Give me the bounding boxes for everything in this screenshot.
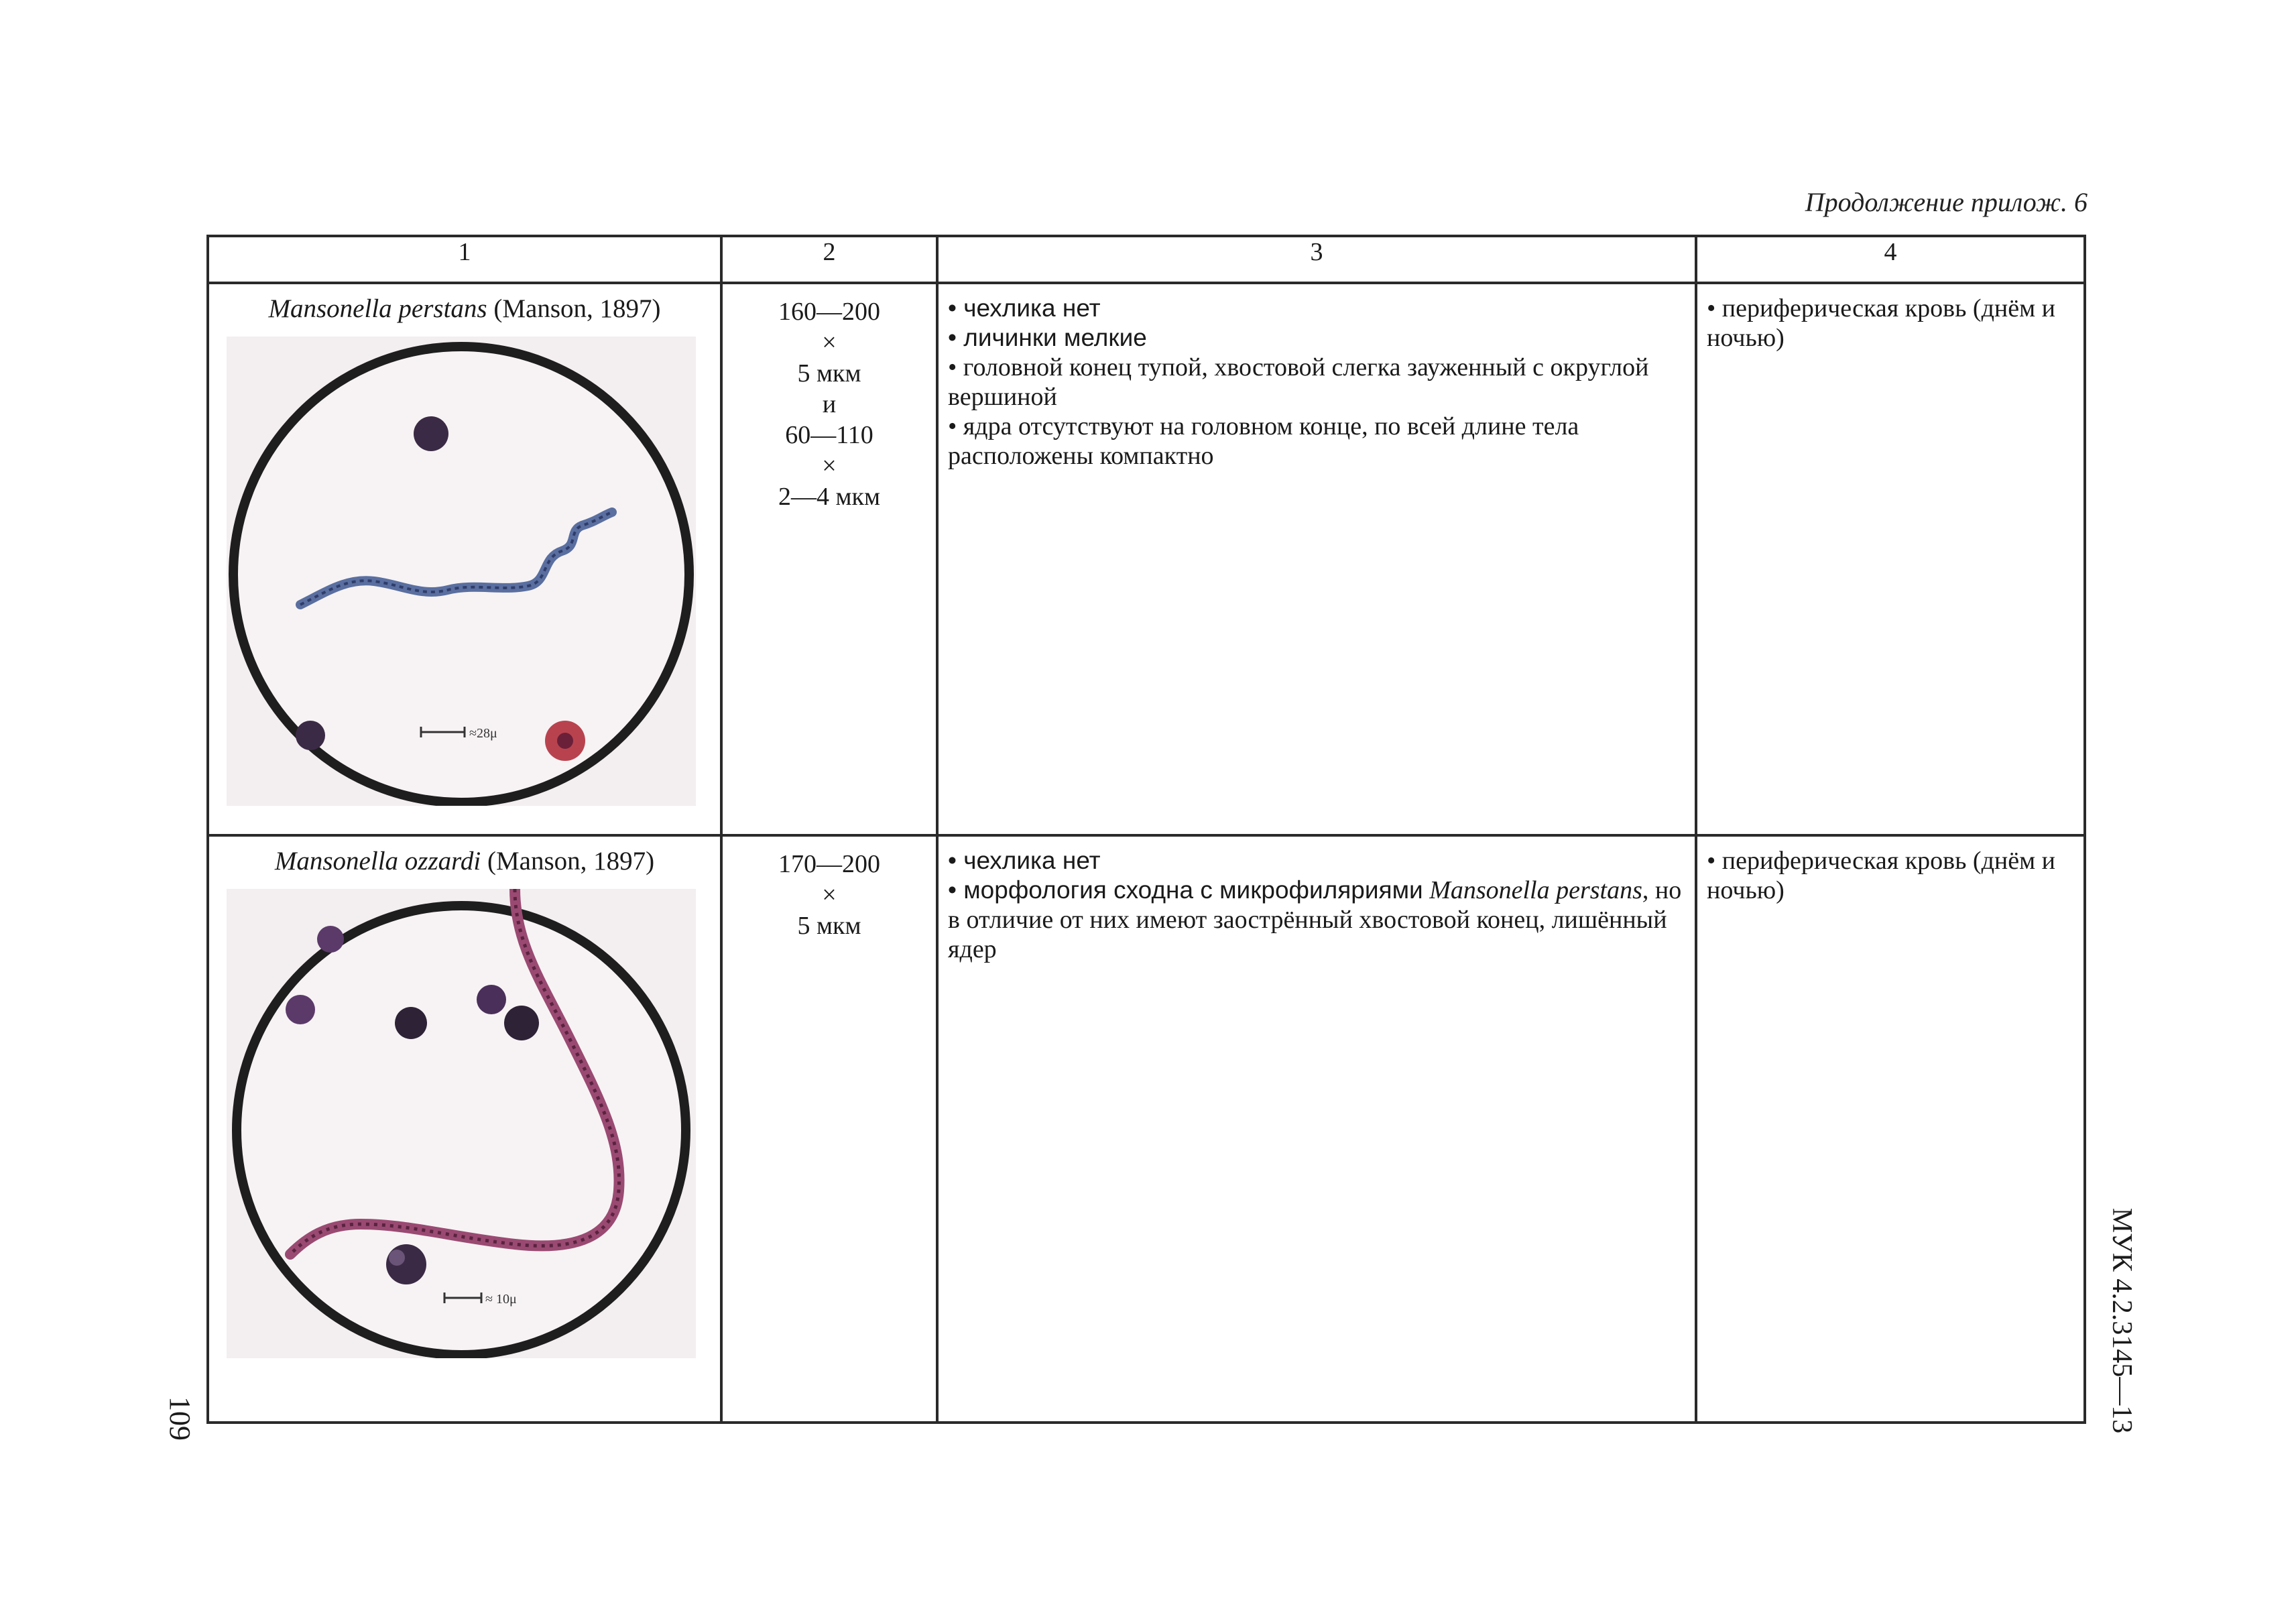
species-cell [208, 283, 721, 835]
table-row [208, 283, 2085, 835]
localization-text [1697, 284, 2083, 353]
column-number-4: 4 [1696, 236, 2085, 283]
size-line: × [822, 452, 837, 480]
description-item: • личинки мелкие [948, 324, 1147, 351]
size-line: и [822, 390, 837, 418]
species-latin-name: Mansonella perstans [268, 294, 487, 323]
document-code: МУК 4.2.3145—13 [2106, 1207, 2137, 1434]
size-line: 170—200 [778, 850, 880, 878]
column-number-2: 2 [721, 236, 937, 283]
description-species-ref: Mansonella perstans [1429, 876, 1642, 904]
size-values [723, 284, 936, 512]
size-line: 160—200 [778, 298, 880, 326]
size-line: × [822, 881, 837, 909]
species-cell [208, 835, 721, 1423]
size-line: × [822, 328, 837, 357]
species-table [206, 235, 2086, 1424]
size-line: 5 мкм [797, 359, 861, 387]
species-name [209, 837, 720, 877]
size-line: 5 мкм [797, 912, 861, 940]
species-author: (Manson, 1897) [493, 294, 661, 323]
localization-cell [1696, 283, 2085, 835]
description-text: • морфология сходна с микрофиляриями [948, 876, 1423, 904]
description-text: , но в отличие от них имеют заострённый хвостовой конец, лишённый ядер [948, 876, 1682, 963]
column-number-row [208, 236, 2085, 283]
micrograph-perstans [227, 337, 696, 806]
micrograph-image [227, 889, 696, 1358]
localization-text [1697, 837, 2083, 905]
scale-label: ≈ 10μ [485, 1292, 517, 1307]
localization-item: • периферическая кровь (днём и ночью) [1707, 294, 2055, 352]
species-name [209, 284, 720, 324]
column-number-3: 3 [937, 236, 1696, 283]
species-latin-name: Mansonella ozzardi [274, 847, 481, 876]
description-item: • чехлика нет [948, 847, 1101, 874]
localization-item: • периферическая кровь (днём и ночью) [1707, 847, 2055, 904]
scale-label: ≈28μ [469, 726, 497, 741]
size-values [723, 837, 936, 941]
size-cell [721, 835, 937, 1423]
micrograph-ozzardi [227, 889, 696, 1358]
description-item [948, 876, 1688, 964]
species-author: (Manson, 1897) [487, 847, 655, 876]
description-item: • головной конец тупой, хвостовой слегка зауженный с округлой вершиной [948, 353, 1649, 411]
size-line: 60—110 [785, 421, 873, 449]
table-row [208, 835, 2085, 1423]
column-number-1: 1 [208, 236, 721, 283]
description-cell [937, 283, 1696, 835]
continuation-caption: Продолжение прилож. 6 [1805, 187, 2088, 217]
page-number: 109 [164, 1396, 196, 1441]
description-item: • чехлика нет [948, 294, 1101, 322]
micrograph-image [227, 337, 696, 806]
localization-cell [1696, 835, 2085, 1423]
description-cell [937, 835, 1696, 1423]
size-line: 2—4 мкм [778, 483, 881, 511]
size-cell [721, 283, 937, 835]
description-list [939, 837, 1695, 964]
description-item: • ядра отсутствуют на головном конце, по всей длине тела расположены компактно [948, 412, 1579, 470]
description-list [939, 284, 1695, 471]
